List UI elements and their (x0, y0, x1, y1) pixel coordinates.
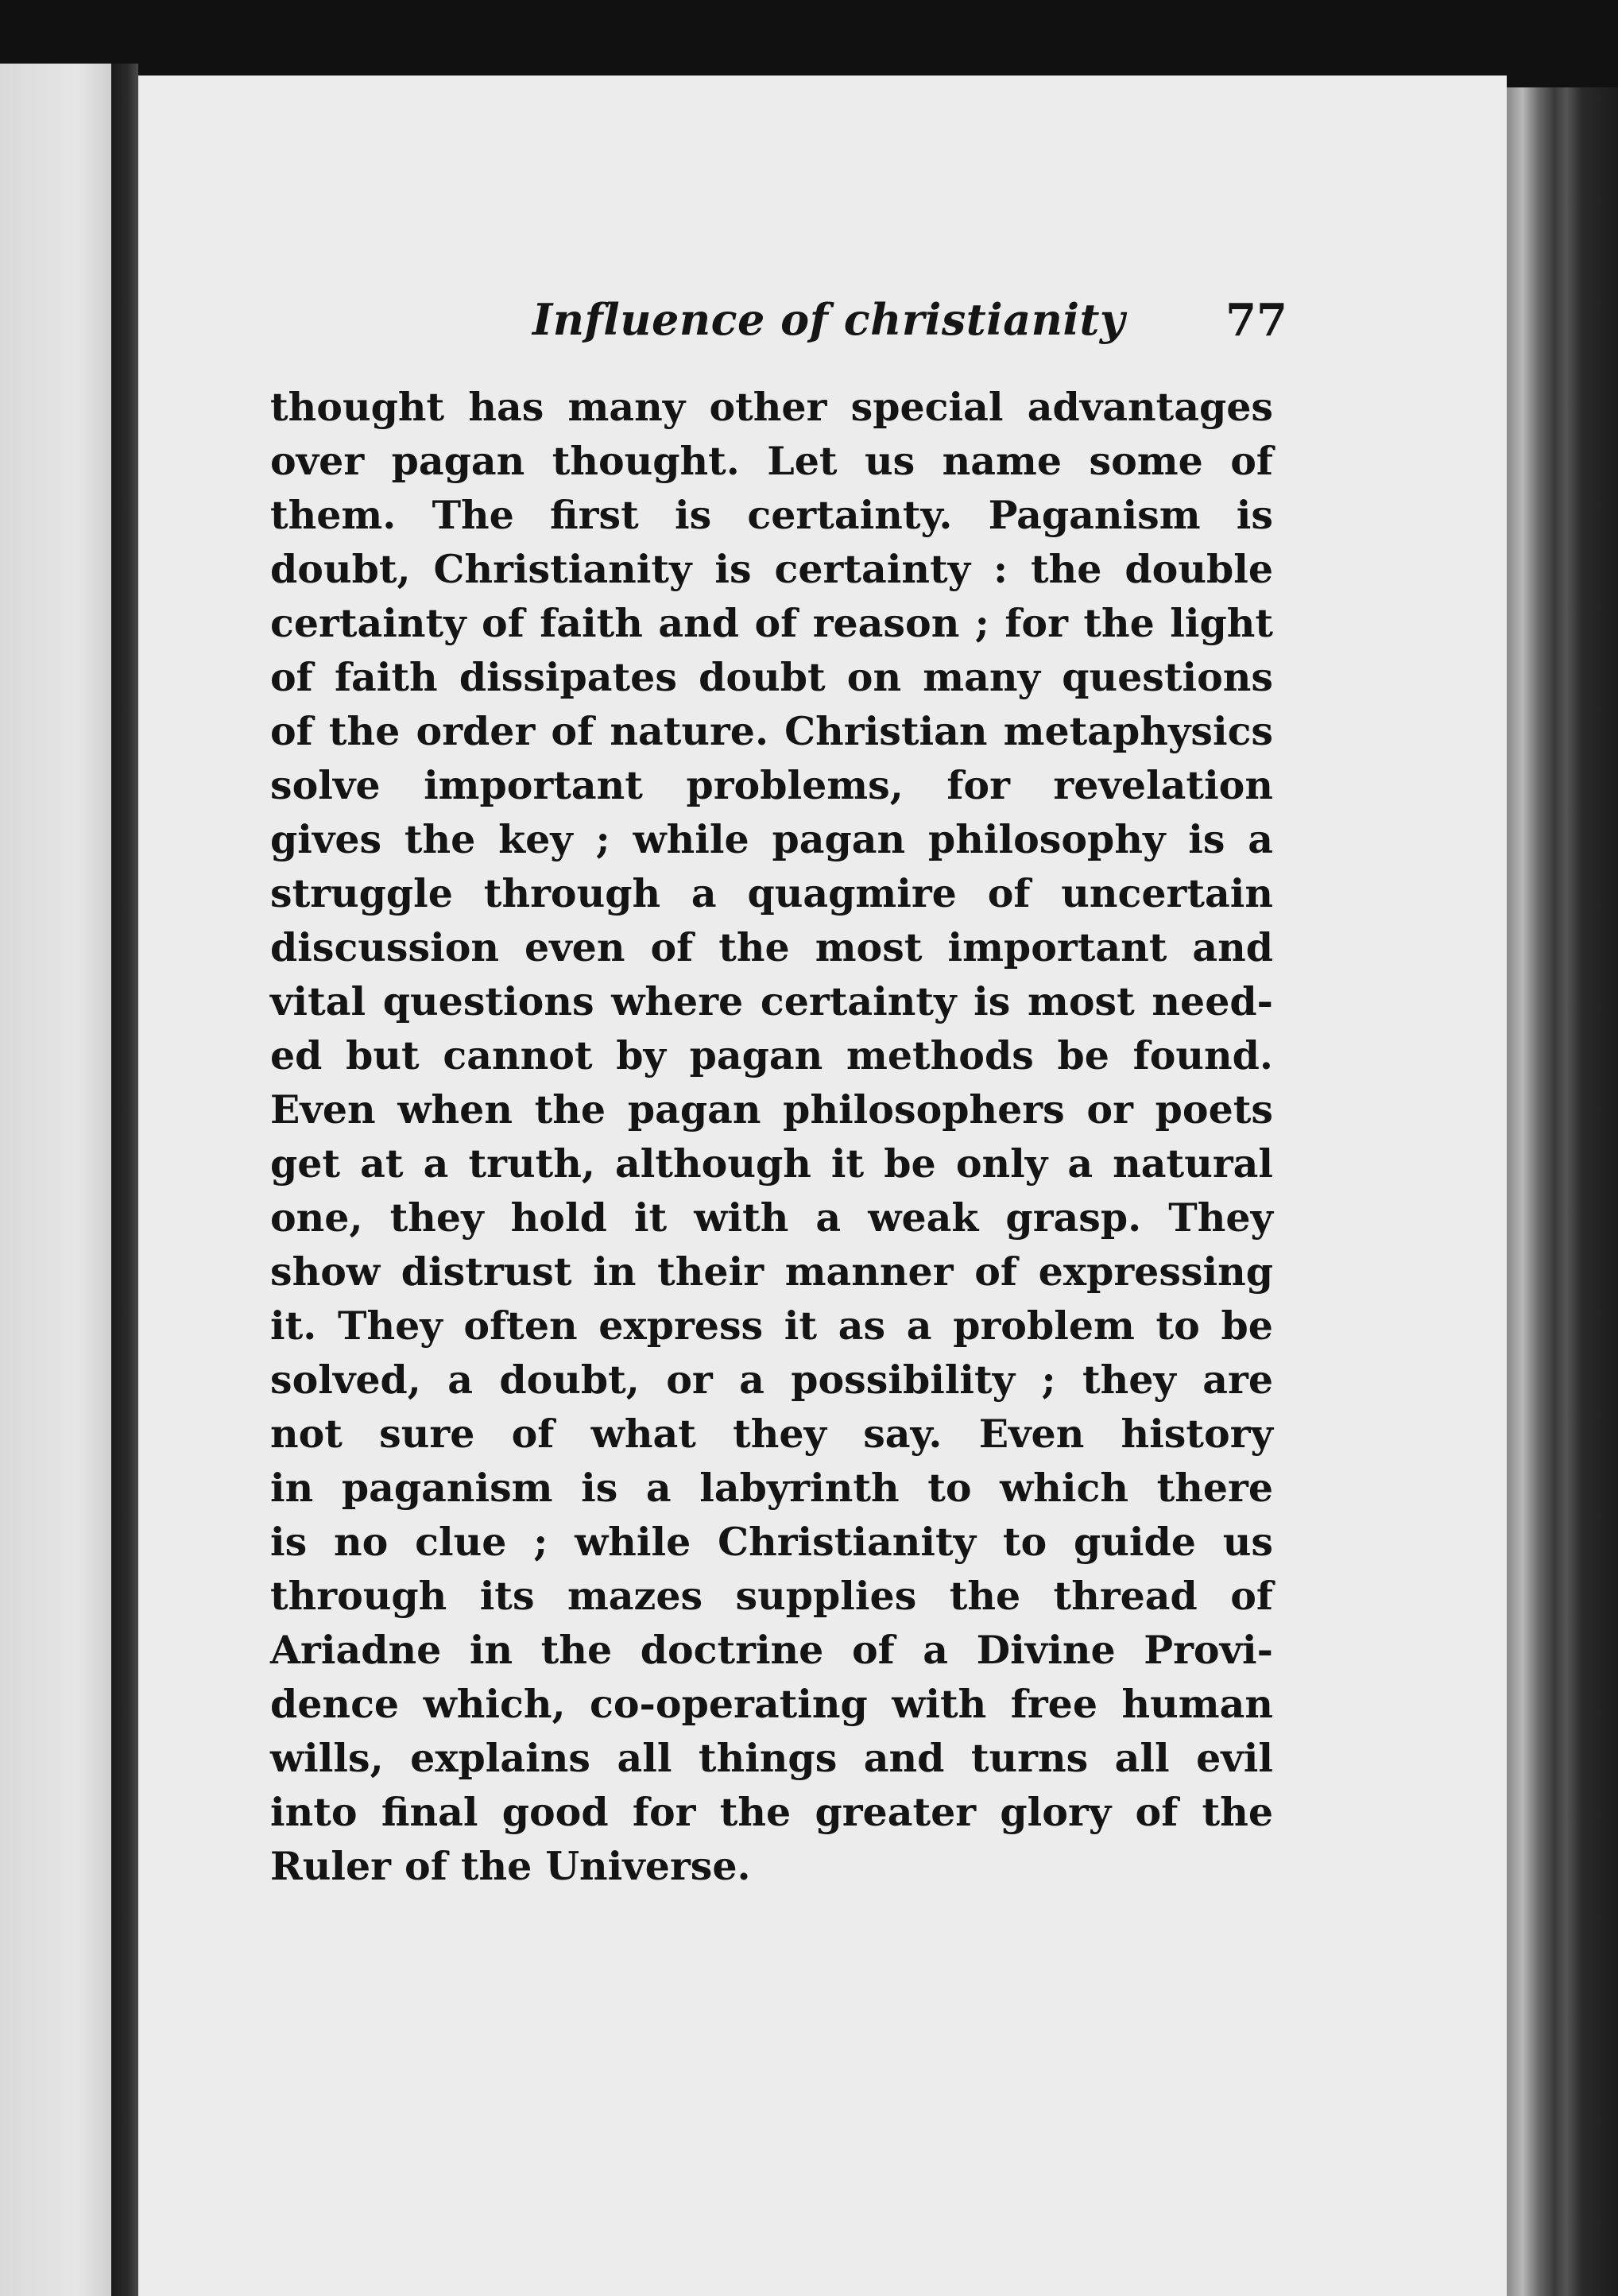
text-line: get at a truth, although it be only a natural (270, 1140, 1273, 1187)
page-number: 77 (1225, 294, 1287, 347)
text-line: of the order of nature. Christian metaphysics (270, 708, 1273, 754)
text-line: certainty of faith and of reason ; for the light (270, 600, 1273, 646)
text-line: it. They often express it as a problem to be (270, 1303, 1273, 1349)
book-edge (1507, 87, 1618, 2296)
text-line: solved, a doubt, or a possibility ; they are (270, 1357, 1273, 1403)
text-line: of faith dissipates doubt on many questions (270, 654, 1273, 700)
text-line: doubt, Christianity is certainty : the double (270, 546, 1273, 592)
text-line: them. The first is certainty. Paganism is (270, 492, 1273, 538)
text-line: Ariadne in the doctrine of a Divine Provi- (270, 1627, 1273, 1673)
text-line: not sure of what they say. Even history (270, 1411, 1273, 1457)
text-line: wills, explains all things and turns all evil (270, 1735, 1273, 1781)
text-line: vital questions where certainty is most need- (270, 978, 1273, 1024)
text-line: discussion even of the most important and (270, 924, 1273, 970)
text-line: struggle through a quagmire of uncertain (270, 870, 1273, 916)
text-line: show distrust in their manner of expressing (270, 1249, 1273, 1295)
body-text (270, 380, 1273, 1893)
running-head: Influence of christianity (532, 294, 1125, 345)
text-line: through its mazes supplies the thread of (270, 1573, 1273, 1619)
page-header (532, 294, 1287, 358)
text-line: in paganism is a labyrinth to which there (270, 1465, 1273, 1511)
text-line: dence which, co-operating with free human (270, 1681, 1273, 1727)
book-gutter (111, 64, 138, 2296)
text-line: ed but cannot by pagan methods be found. (270, 1032, 1273, 1078)
text-line: is no clue ; while Christianity to guide us (270, 1519, 1273, 1565)
text-line: gives the key ; while pagan philosophy is a (270, 816, 1273, 862)
text-line: thought has many other special advantages (270, 384, 1273, 430)
text-line: one, they hold it with a weak grasp. They (270, 1194, 1273, 1241)
text-line: Ruler of the Universe. (270, 1843, 751, 1889)
previous-page-edge (0, 64, 111, 2296)
text-line: into final good for the greater glory of the (270, 1789, 1273, 1835)
text-line: over pagan thought. Let us name some of (270, 438, 1273, 484)
text-line: solve important problems, for revelation (270, 762, 1273, 808)
text-line: Even when the pagan philosophers or poets (270, 1086, 1273, 1133)
